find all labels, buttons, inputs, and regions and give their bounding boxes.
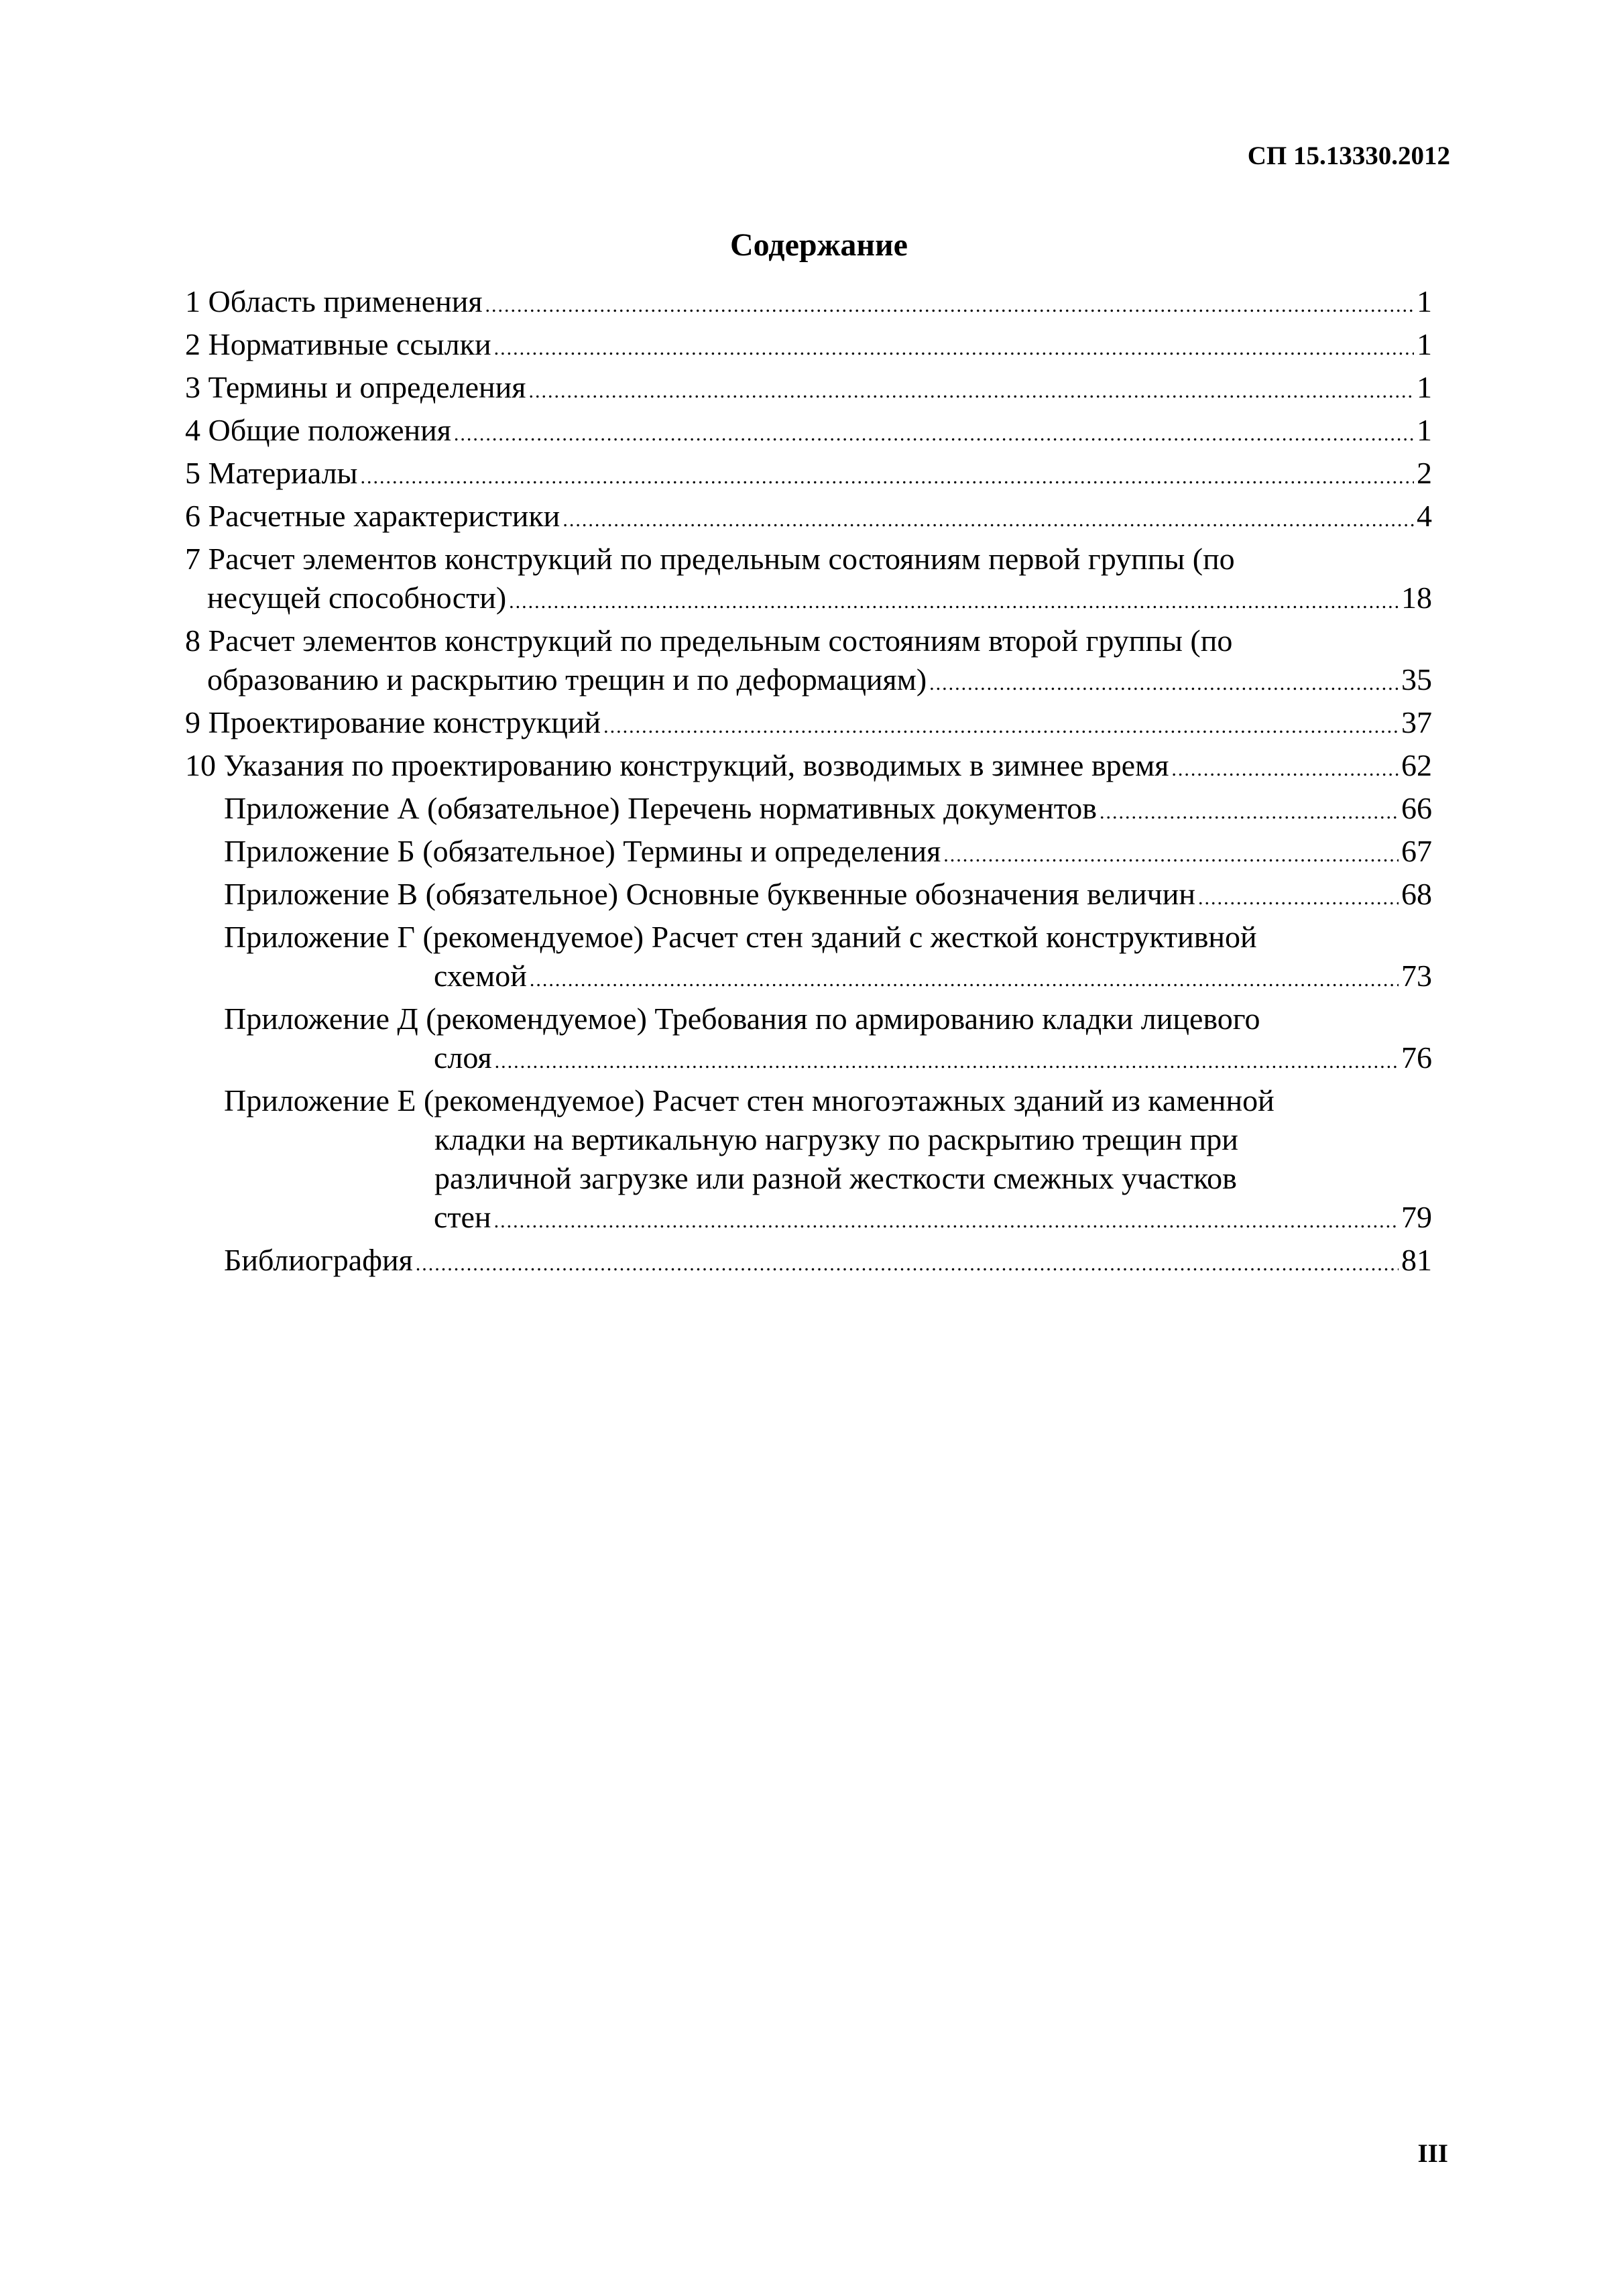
toc-entry-label: Приложение В (обязательное) Основные буквенные обозначения величин <box>224 877 1195 911</box>
toc-page-number: 1 <box>1417 284 1432 318</box>
toc-page-number: 68 <box>1401 877 1432 911</box>
toc-page-number: 73 <box>1401 959 1432 993</box>
toc-appendix-e[interactable] <box>185 1081 1432 1241</box>
toc-entry-label: Приложение Г (рекомендуемое) Расчет стен зданий с жесткой конструктивной <box>224 920 1257 954</box>
dot-leader <box>562 501 1414 540</box>
dot-leader <box>495 1042 1399 1081</box>
table-of-contents <box>185 282 1432 1284</box>
toc-page-number: 1 <box>1417 413 1432 447</box>
dot-leader <box>416 1245 1399 1284</box>
toc-entry-1[interactable] <box>185 282 1432 325</box>
toc-page-number: 66 <box>1401 791 1432 825</box>
dot-leader <box>454 415 1414 454</box>
toc-bibliography[interactable] <box>185 1241 1432 1284</box>
toc-page-number: 79 <box>1401 1200 1432 1234</box>
dot-leader <box>485 286 1414 325</box>
dot-leader <box>528 372 1414 411</box>
toc-entry-label-continuation: слоя <box>434 1040 492 1075</box>
toc-page-number: 4 <box>1417 499 1432 533</box>
toc-appendix-v[interactable] <box>185 875 1432 918</box>
toc-appendix-d[interactable] <box>185 1000 1432 1081</box>
dot-leader <box>1100 793 1399 832</box>
toc-entry-label: 5 Материалы <box>185 456 358 490</box>
toc-entry-label: 4 Общие положения <box>185 413 451 447</box>
dot-leader <box>360 458 1414 497</box>
toc-entry-label: Библиография <box>224 1243 413 1277</box>
toc-appendix-b[interactable] <box>185 832 1432 875</box>
toc-page-number: 62 <box>1401 748 1432 782</box>
toc-entry-label: 6 Расчетные характеристики <box>185 499 560 533</box>
toc-entry-6[interactable] <box>185 497 1432 540</box>
toc-entry-4[interactable] <box>185 411 1432 454</box>
toc-entry-label-continuation: различной загрузке или разной жесткости смежных участков <box>434 1161 1237 1195</box>
toc-entry-label: Приложение Б (обязательное) Термины и определения <box>224 834 941 868</box>
toc-entry-label: 1 Область применения <box>185 284 483 318</box>
document-code: СП 15.13330.2012 <box>1247 141 1450 170</box>
toc-entry-label-continuation: образованию и раскрытию трещин и по деформациям) <box>207 662 927 697</box>
toc-entry-7[interactable] <box>185 540 1432 621</box>
dot-leader <box>509 583 1399 621</box>
toc-entry-label: Приложение Д (рекомендуемое) Требования по армированию кладки лицевого <box>224 1002 1260 1036</box>
toc-entry-10[interactable] <box>185 746 1432 789</box>
dot-leader <box>943 836 1399 875</box>
toc-entry-label-continuation: кладки на вертикальную нагрузку по раскрытию трещин при <box>434 1122 1238 1156</box>
toc-appendix-a[interactable] <box>185 789 1432 832</box>
toc-page-number: 35 <box>1401 662 1432 697</box>
dot-leader <box>530 961 1399 1000</box>
dot-leader <box>494 1202 1399 1241</box>
toc-entry-label: Приложение Е (рекомендуемое) Расчет стен многоэтажных зданий из каменной <box>224 1083 1275 1117</box>
toc-page-number: 18 <box>1401 581 1432 615</box>
dot-leader <box>1171 750 1399 789</box>
toc-entry-3[interactable] <box>185 368 1432 411</box>
toc-entry-label: 7 Расчет элементов конструкций по предельным состояниям первой группы (по <box>185 542 1235 576</box>
page-title: Содержание <box>730 227 908 263</box>
toc-entry-label-continuation: стен <box>434 1200 491 1234</box>
toc-page-number: 67 <box>1401 834 1432 868</box>
toc-entry-label: Приложение А (обязательное) Перечень нормативных документов <box>224 791 1097 825</box>
toc-entry-5[interactable] <box>185 454 1432 497</box>
dot-leader <box>1198 879 1399 918</box>
toc-page-number: 1 <box>1417 327 1432 361</box>
toc-entry-8[interactable] <box>185 621 1432 703</box>
toc-page-number: 2 <box>1417 456 1432 490</box>
toc-entry-label-continuation: несущей способности) <box>207 581 507 615</box>
dot-leader <box>603 707 1399 746</box>
dot-leader <box>929 664 1399 703</box>
toc-entry-label-continuation: схемой <box>434 959 527 993</box>
toc-entry-label: 9 Проектирование конструкций <box>185 705 601 739</box>
page-number: III <box>1417 2139 1448 2168</box>
toc-appendix-g[interactable] <box>185 918 1432 1000</box>
toc-entry-label: 2 Нормативные ссылки <box>185 327 491 361</box>
toc-entry-9[interactable] <box>185 703 1432 746</box>
toc-entry-label: 10 Указания по проектированию конструкций, возводимых в зимнее время <box>185 748 1169 782</box>
toc-entry-2[interactable] <box>185 325 1432 368</box>
toc-page-number: 76 <box>1401 1040 1432 1075</box>
toc-page-number: 37 <box>1401 705 1432 739</box>
dot-leader <box>494 329 1414 368</box>
toc-entry-label: 3 Термины и определения <box>185 370 526 404</box>
toc-page-number: 1 <box>1417 370 1432 404</box>
toc-page-number: 81 <box>1401 1243 1432 1277</box>
toc-entry-label: 8 Расчет элементов конструкций по предельным состояниям второй группы (по <box>185 623 1233 658</box>
